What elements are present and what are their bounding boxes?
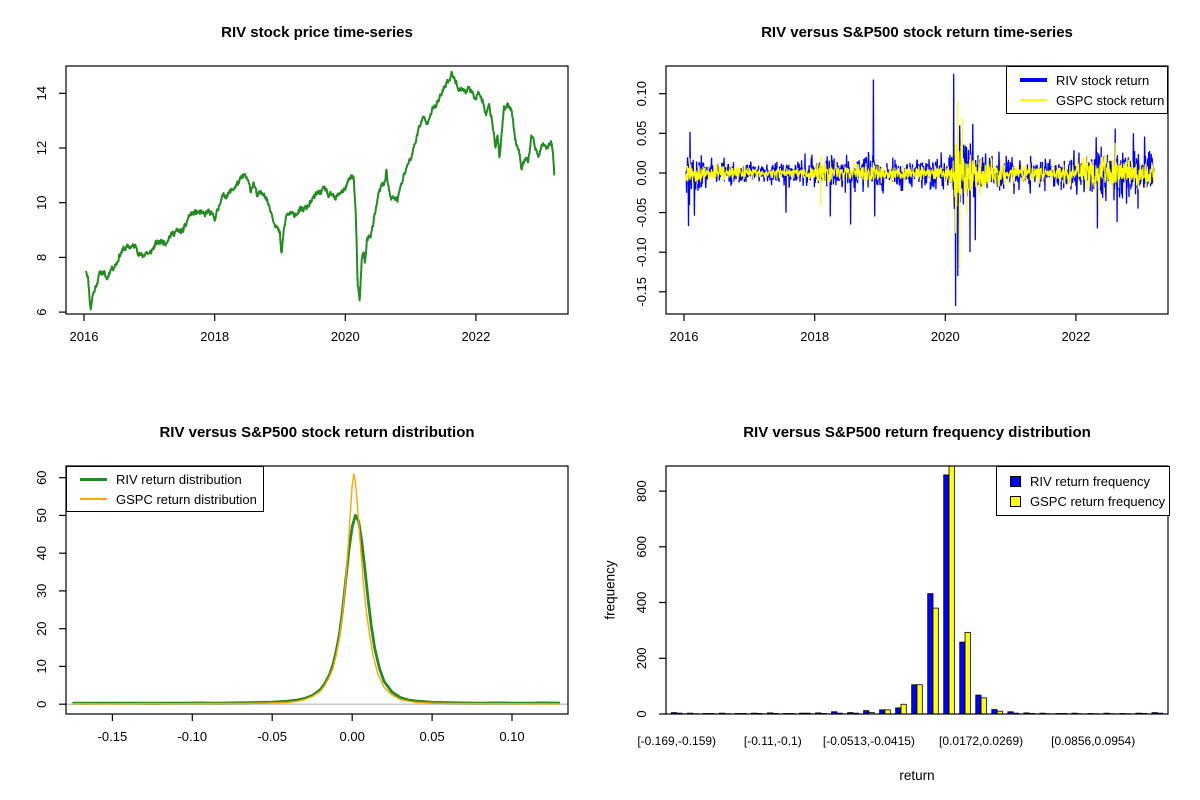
panel2-title: RIV versus S&P500 stock return time-series: [761, 24, 1073, 41]
panel1-y-tick-label: 8: [34, 253, 49, 262]
panel1-y-tick-label: 12: [34, 140, 49, 156]
panel4-bar: [885, 710, 890, 714]
panel4-y-tick-label: 400: [634, 591, 649, 614]
panel4-bar: [880, 710, 885, 714]
panel4-bar: [949, 466, 954, 714]
panel2-x-tick-label: 2016: [669, 329, 699, 344]
panel1-plot-box: [66, 66, 568, 314]
panel1-y-tick-label: 6: [34, 308, 49, 316]
panel4-bar: [965, 632, 970, 714]
panel4-bar: [933, 608, 938, 714]
riv-distribution-line-swatch: [80, 478, 107, 481]
panel3-x-tick-label: 0.10: [499, 729, 525, 744]
panel3-density-0: [72, 515, 560, 703]
panel3-legend: [66, 466, 264, 512]
panel4-title: RIV versus S&P500 return frequency distribution: [743, 424, 1091, 441]
panel4-y-axis-label: frequency: [602, 560, 618, 620]
panel1-x-tick-label: 2016: [69, 329, 99, 344]
riv-stock-return-line-swatch: [1020, 78, 1047, 82]
panel2-x-tick-label: 2020: [930, 329, 960, 344]
panel2-y-tick-label: 0.10: [634, 81, 649, 107]
legend-item-gspc-distribution: [67, 492, 263, 507]
panel4-bar: [944, 475, 949, 714]
panel2-y-tick-label: -0.05: [634, 197, 649, 228]
legend-label: RIV stock return: [1056, 72, 1150, 88]
panel1-x-tick-label: 2022: [461, 329, 491, 344]
panel2-legend: [1006, 66, 1168, 114]
panel4-bin-label: [-0.0513,-0.0415): [822, 734, 915, 748]
panel4-bar: [928, 594, 933, 714]
panel1: [34, 66, 568, 344]
panel3-y-tick-label: 60: [34, 470, 49, 485]
panel4-y-tick-label: 0: [634, 710, 649, 718]
panel2-y-tick-label: 0.00: [634, 160, 649, 186]
legend-item-gspc-frequency: [997, 494, 1169, 509]
gspc-distribution-line-swatch: [80, 498, 107, 500]
panel3-y-tick-label: 20: [34, 621, 49, 636]
legend-label: GSPC return frequency: [1030, 493, 1166, 509]
panel4-bar: [917, 685, 922, 714]
panel3-x-tick-label: -0.10: [177, 729, 208, 744]
panel1-x-tick-label: 2018: [200, 329, 230, 344]
panel3-y-tick-label: 30: [34, 583, 49, 599]
legend-item-riv-stock-return: [1007, 73, 1167, 88]
panel2-x-tick-label: 2022: [1061, 329, 1091, 344]
panel3-y-tick-label: 40: [34, 545, 49, 561]
panel3-y-tick-label: 50: [34, 508, 49, 523]
riv-frequency-box-swatch: [1010, 476, 1021, 487]
panel4-y-tick-label: 800: [634, 480, 649, 502]
legend-label: GSPC return distribution: [116, 491, 257, 507]
panel1-y-tick-label: 10: [34, 195, 49, 210]
panel4-bar: [981, 698, 986, 714]
legend-label: RIV return distribution: [116, 471, 242, 487]
panel3-x-tick-label: -0.15: [97, 729, 128, 744]
legend-label: RIV return frequency: [1030, 473, 1150, 489]
panel2-x-tick-label: 2018: [800, 329, 830, 344]
panel2-y-tick-label: -0.15: [634, 276, 649, 307]
legend-label: GSPC stock return: [1056, 92, 1165, 108]
legend-item-riv-distribution: [67, 472, 263, 487]
panel4-bar: [960, 642, 965, 714]
panel4-bin-label: [0.0856,0.0954): [1051, 734, 1136, 748]
legend-item-gspc-stock-return: [1007, 93, 1167, 108]
legend-item-riv-frequency: [997, 474, 1169, 489]
panel4-bar: [901, 704, 906, 714]
panel3-x-tick-label: -0.05: [257, 729, 288, 744]
panel3-y-tick-label: 0: [34, 700, 49, 708]
panel3-title: RIV versus S&P500 stock return distribution: [159, 424, 475, 441]
panel4-bar: [992, 710, 997, 714]
panel4-bin-label: [0.0172,0.0269): [939, 734, 1024, 748]
panel1-title: RIV stock price time-series: [221, 24, 413, 41]
gspc-frequency-box-swatch: [1010, 496, 1021, 507]
gspc-stock-return-line-swatch: [1020, 99, 1047, 101]
panel4-bar: [912, 685, 917, 714]
panel4-y-tick-label: 200: [634, 647, 649, 670]
panel2-y-tick-label: 0.05: [634, 120, 649, 146]
panel4-bin-label: [-0.11,-0.1): [743, 734, 802, 748]
panel4-bar: [976, 695, 981, 714]
panel1-x-tick-label: 2020: [330, 329, 360, 344]
panel4-bin-label: [-0.169,-0.159): [637, 734, 717, 748]
panel4-x-axis-label: return: [899, 768, 935, 783]
panel4-bar: [896, 708, 901, 714]
panel1-y-tick-label: 14: [34, 86, 49, 101]
panel3-x-tick-label: 0.00: [339, 729, 365, 744]
panel4-legend: [996, 466, 1170, 516]
panel3-x-tick-label: 0.05: [419, 729, 445, 744]
panel1-price-series: [86, 72, 554, 310]
panel4-y-tick-label: 600: [634, 535, 649, 558]
panel2-y-tick-label: -0.10: [634, 237, 649, 268]
panel3-y-tick-label: 10: [34, 659, 49, 674]
